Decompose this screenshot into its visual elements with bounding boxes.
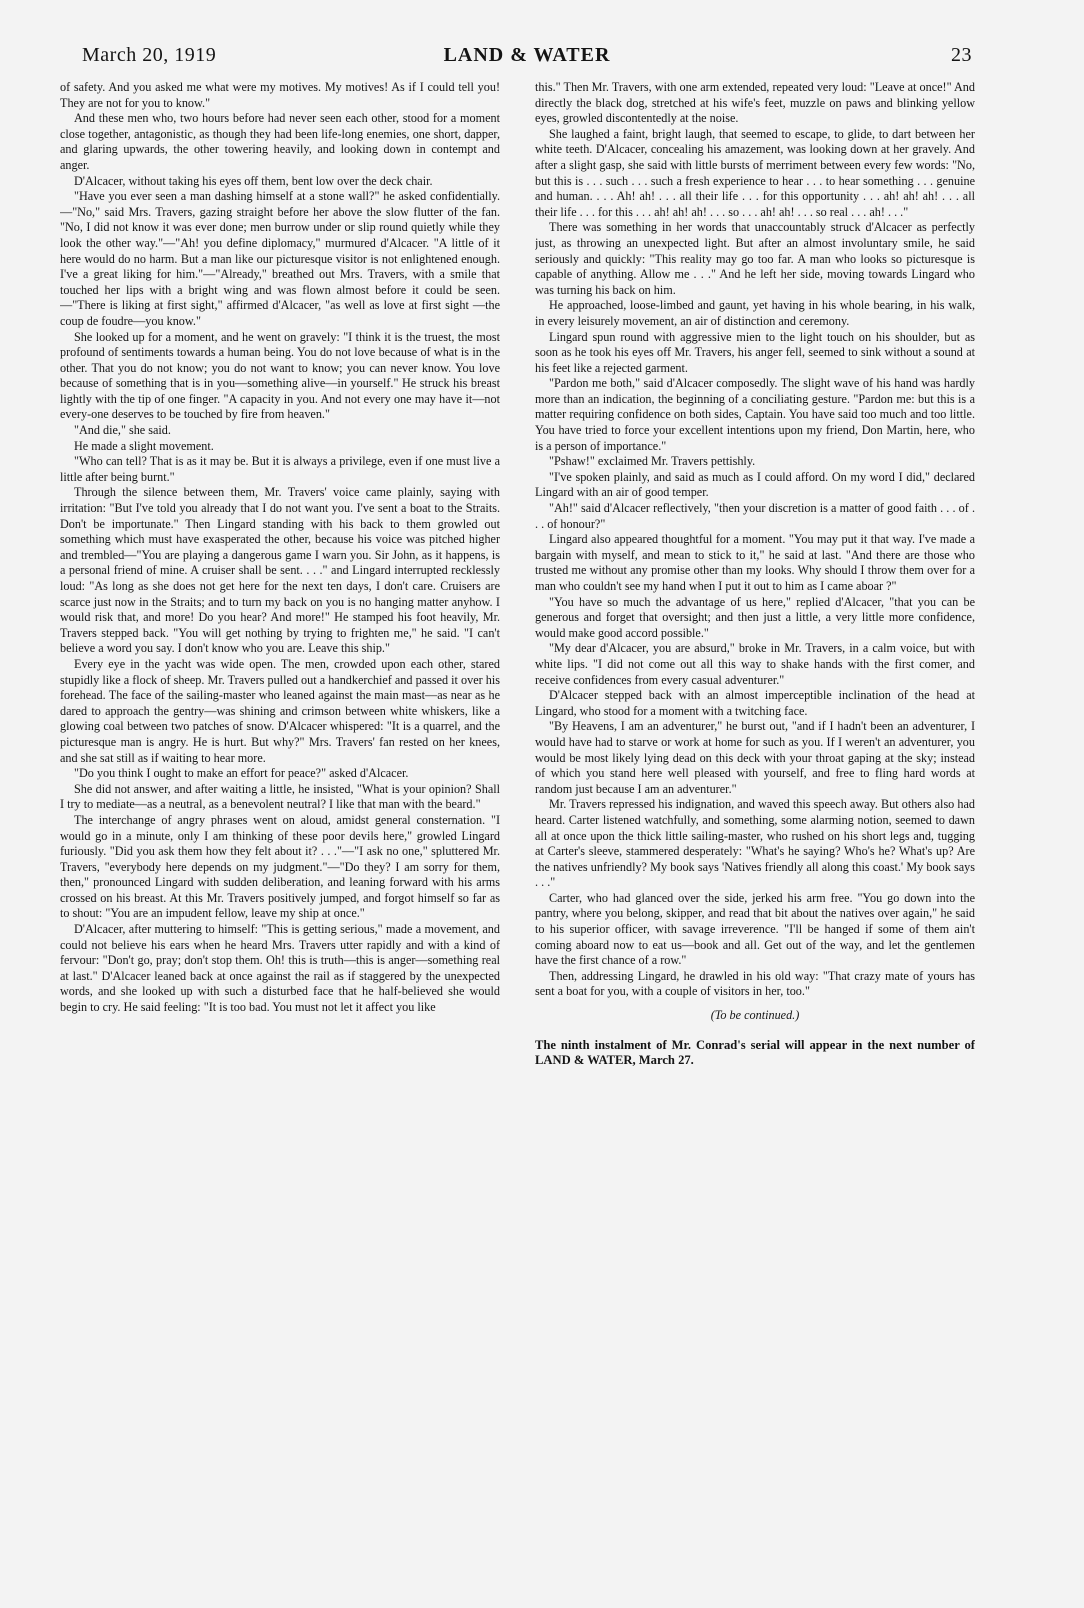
paragraph: of safety. And you asked me what were my motives. My motives! As if I could tell you! They are not for you to know." xyxy=(60,80,500,110)
paragraph: "Pardon me both," said d'Alcacer composedly. The slight wave of his hand was hardly more than an indication, the beginning of a conciliating gesture. "Pardon me: but this is a matter requiring confidence on both sides, Captain. You have said too much and too little. You have tried to force your excellent intentions upon my friend, Don Martin, here, who is a person of importance." xyxy=(535,376,975,453)
paragraph: "Ah!" said d'Alcacer reflectively, "then your discretion is a matter of good faith . . . of . . . of honour?" xyxy=(535,501,975,531)
paragraph: "Have you ever seen a man dashing himself at a stone wall?" he asked confidentially.—"No," said Mrs. Travers, gazing straight before her above the slow flutter of the fan. "No, I did not know it was ever done; men burrow under or slip round quietly while they look the other way."—"Ah! you define diplomacy," murmured d'Alcacer. "A little of it here would do no harm. But a man like our picturesque visitor is not enlightened enough. I've a great liking for him."—"Already," breathed out Mrs. Travers, with a smile that touched her lips with a bright wing and was flown almost before it could be seen.—"There is liking at first sight," affirmed d'Alcacer, "as well as love at first sight —the coup de foudre—you know." xyxy=(60,189,500,328)
paragraph: Mr. Travers repressed his indignation, and waved this speech away. But others also had heard. Carter listened watchfully, and something, some alarming notion, seemed to dawn all at once upon the thick little sailing-master, who rushed on his short legs and, tugging at Carter's sleeve, stammered desperately: "What's he saying? Who's he? What's up? Are the natives unfriendly? My book says 'Natives friendly all along this coast.' My book says . . ." xyxy=(535,797,975,890)
magazine-title: LAND & WATER xyxy=(443,44,611,66)
paragraph: "You have so much the advantage of us here," replied d'Alcacer, "that you can be generous and forget that oversight; and then just a little, a very little more confidence, would make good accord possible." xyxy=(535,594,975,640)
paragraph: D'Alcacer, after muttering to himself: "This is getting serious," made a movement, and could not believe his ears when he heard Mrs. Travers utter rapidly and with a kind of fervour: "Don't go, pray; don't stop them. Oh! this is truth—this is anger—something real at last." D'Alcacer leaned back at once against the rail as if staggered by the unexpected words, and she looked up with such a disturbed face that he half-believed she would begin to cry. He said feeling: "It is too bad. You must not let it affect you like xyxy=(60,922,500,1015)
paragraph: He approached, loose-limbed and gaunt, yet having in his whole bearing, in his walk, in every leisurely movement, an air of distinction and ceremony. xyxy=(535,298,975,328)
paragraph: this." Then Mr. Travers, with one arm extended, repeated very loud: "Leave at once!" And directly the black dog, stretched at his wife's feet, muzzle on paws and blinking yellow eyes, growled discontentedly at the noise. xyxy=(535,80,975,126)
paragraph: "Pshaw!" exclaimed Mr. Travers pettishly. xyxy=(549,454,756,469)
paragraph: She laughed a faint, bright laugh, that seemed to escape, to glide, to dart between her white teeth. D'Alcacer, concealing his amazement, was looking down at her gravely. And after a slight gasp, she said with little bursts of merriment between every few words: "No, but this is . . . such . . . such a fresh experience to hear . . . to hear something . . . genuine and human. . . . Ah! ah! . . . all their life . . . for this opportunity . . . ah! ah! ah! . . . all their life . . . for this . . . ah! ah! ah! . . . so . . . ah! ah! . . . so real . . . ah! . . ." xyxy=(535,126,975,219)
page-number: 23 xyxy=(951,44,972,66)
right-column xyxy=(535,80,975,1590)
paragraph: She did not answer, and after waiting a little, he insisted, "What is your opinion? Shall I try to mediate—as a neutral, as a benevolent neutral? I like that man with the beard." xyxy=(60,781,500,812)
paragraph: "By Heavens, I am an adventurer," he burst out, "and if I hadn't been an adventurer, I would have had to starve or work at home for such as you. If I weren't an adventurer, you would be most likely lying dead on this deck with your throat gaping at the sky; instead of which you stand here well pleased with yourself, and free to fling hard words at random just because I am an adventurer." xyxy=(535,719,975,796)
paragraph: "My dear d'Alcacer, you are absurd," broke in Mr. Travers, in a calm voice, but with white lips. "I did not come out all this way to shake hands with the first comer, and receive confidences from every casual adventurer." xyxy=(535,641,975,687)
paragraph: Then, addressing Lingard, he drawled in his old way: "That crazy mate of yours has sent a boat for you, with a couple of visitors in her, too." xyxy=(535,968,975,999)
to-be-continued: (To be continued.) xyxy=(710,1008,800,1023)
next-instalment-notice: The ninth instalment of Mr. Conrad's serial will appear in the next number of LAND & WATER, March 27. xyxy=(535,1037,975,1068)
paragraph: Every eye in the yacht was wide open. The men, crowded upon each other, stared stupidly like a flock of sheep. Mr. Travers pulled out a handkerchief and passed it over his forehead. The face of the sailing-master who leaned against the main mast—as near as he dared to approach the gentry—was shining and crimson between white whiskers, like a glowing coal between two patches of snow. D'Alcacer whispered: "It is a quarrel, and the picturesque man is angry. He is hurt. But why?" Mrs. Travers' fan rested on her knees, and she sat still as if waiting to hear more. xyxy=(60,656,500,765)
left-column xyxy=(60,80,500,1590)
paragraph: "Who can tell? That is as it may be. But it is always a privilege, even if one must live a little after being burnt." xyxy=(60,454,500,484)
paragraph: Lingard spun round with aggressive mien to the light touch on his shoulder, but as soon as he took his eyes off Mr. Travers, his anger fell, seemed to sink without a sound at his feet like a rejected garment. xyxy=(535,329,975,375)
paragraph: He made a slight movement. xyxy=(74,438,214,453)
paragraph: Carter, who had glanced over the side, jerked his arm free. "You go down into the pantry, where you belong, skipper, and read that bit about the natives over again," he said to his superior officer, with savage irreverence. "I'll be hanged if some of them ain't coming aboard now to eat us—book and all. Get out of the way, and let the gentlemen have the first chance of a row." xyxy=(535,890,975,968)
paragraph: The interchange of angry phrases went on aloud, amidst general consternation. "I would go in a minute, only I am thinking of these poor devils here," growled Lingard furiously. "Did you ask them how they felt about it? . . ."—"I ask no one," spluttered Mr. Travers, "everybody here depends on my judgment."—"Do they? I am sorry for them, then," pronounced Lingard with sudden deliberation, and leaning forward with his arms crossed on his breast. At this Mr. Travers positively jumped, and forgot himself so far as to shout: "You are an impudent fellow, leave my ship at once." xyxy=(60,812,500,921)
paragraph: There was something in her words that unaccountably struck d'Alcacer as perfectly just, as throwing an unexpected light. But after an almost involuntary smile, he said seriously and quickly: "This reality may go too far. A man who looks so picturesque is capable of anything. Allow me . . ." And he left her side, moving towards Lingard who was turning his back on him. xyxy=(535,220,975,297)
paragraph: Lingard also appeared thoughtful for a moment. "You may put it that way. I've made a bargain with myself, and mean to stick to it," he said at last. "And there are those who trusted me without any promise other than my looks. Why should I throw them over for a man who couldn't see my hand when I put it out to him as I came aboar ?" xyxy=(535,532,975,593)
paragraph: Through the silence between them, Mr. Travers' voice came plainly, saying with irritation: "But I've told you already that I do not want you. I've sent a boat to the Straits. Don't be importunate." Then Lingard standing with his back to them growled out something which must have exasperated the other, because his voice was pitched higher and trembled—"You are playing a dangerous game I warn you. Sir John, as it happens, is a personal friend of mine. A cruiser shall be sent. . . ." and Lingard interrupted recklessly loud: "As long as she does not get here for the next ten days, I don't care. Cruisers are scarce just now in the Straits; and to turn my back on you is no hanging matter anyhow. I would risk that, and more! Do you hear? And more!" He stamped his foot heavily, Mr. Travers stepped back. "You will get nothing by trying to frighten me," he said. "I can't believe a word you say. I don't know who you are. Leave this ship." xyxy=(60,485,500,656)
paragraph: She looked up for a moment, and he went on gravely: "I think it is the truest, the most profound of sentiments towards a human being. You do not love because of what is in the other. That you do not know; you do not want to know; you can never know. You love because of something that is in you—something alive—in yourself." He struck his breast lightly with the tip of one finger. "A capacity in you. And not every one may have it—not every-one deserves to be touched by fire from heaven." xyxy=(60,329,500,422)
issue-date: March 20, 1919 xyxy=(82,44,217,66)
paragraph: D'Alcacer, without taking his eyes off them, bent low over the deck chair. xyxy=(74,173,433,188)
paragraph: "And die," she said. xyxy=(74,423,171,438)
paragraph: D'Alcacer stepped back with an almost imperceptible inclination of the head at Lingard, who stood for a moment with a twitching face. xyxy=(535,688,975,718)
page-header xyxy=(82,44,972,70)
paragraph: "I've spoken plainly, and said as much as I could afford. On my word I did," declared Lingard with an air of good temper. xyxy=(535,469,975,500)
paragraph: "Do you think I ought to make an effort for peace?" asked d'Alcacer. xyxy=(74,766,409,781)
paragraph: And these men who, two hours before had never seen each other, stood for a moment close together, antagonistic, as though they had been life-long enemies, one short, dapper, and glaring upwards, the other towering heavily, and looking down in contempt and anger. xyxy=(60,111,500,172)
